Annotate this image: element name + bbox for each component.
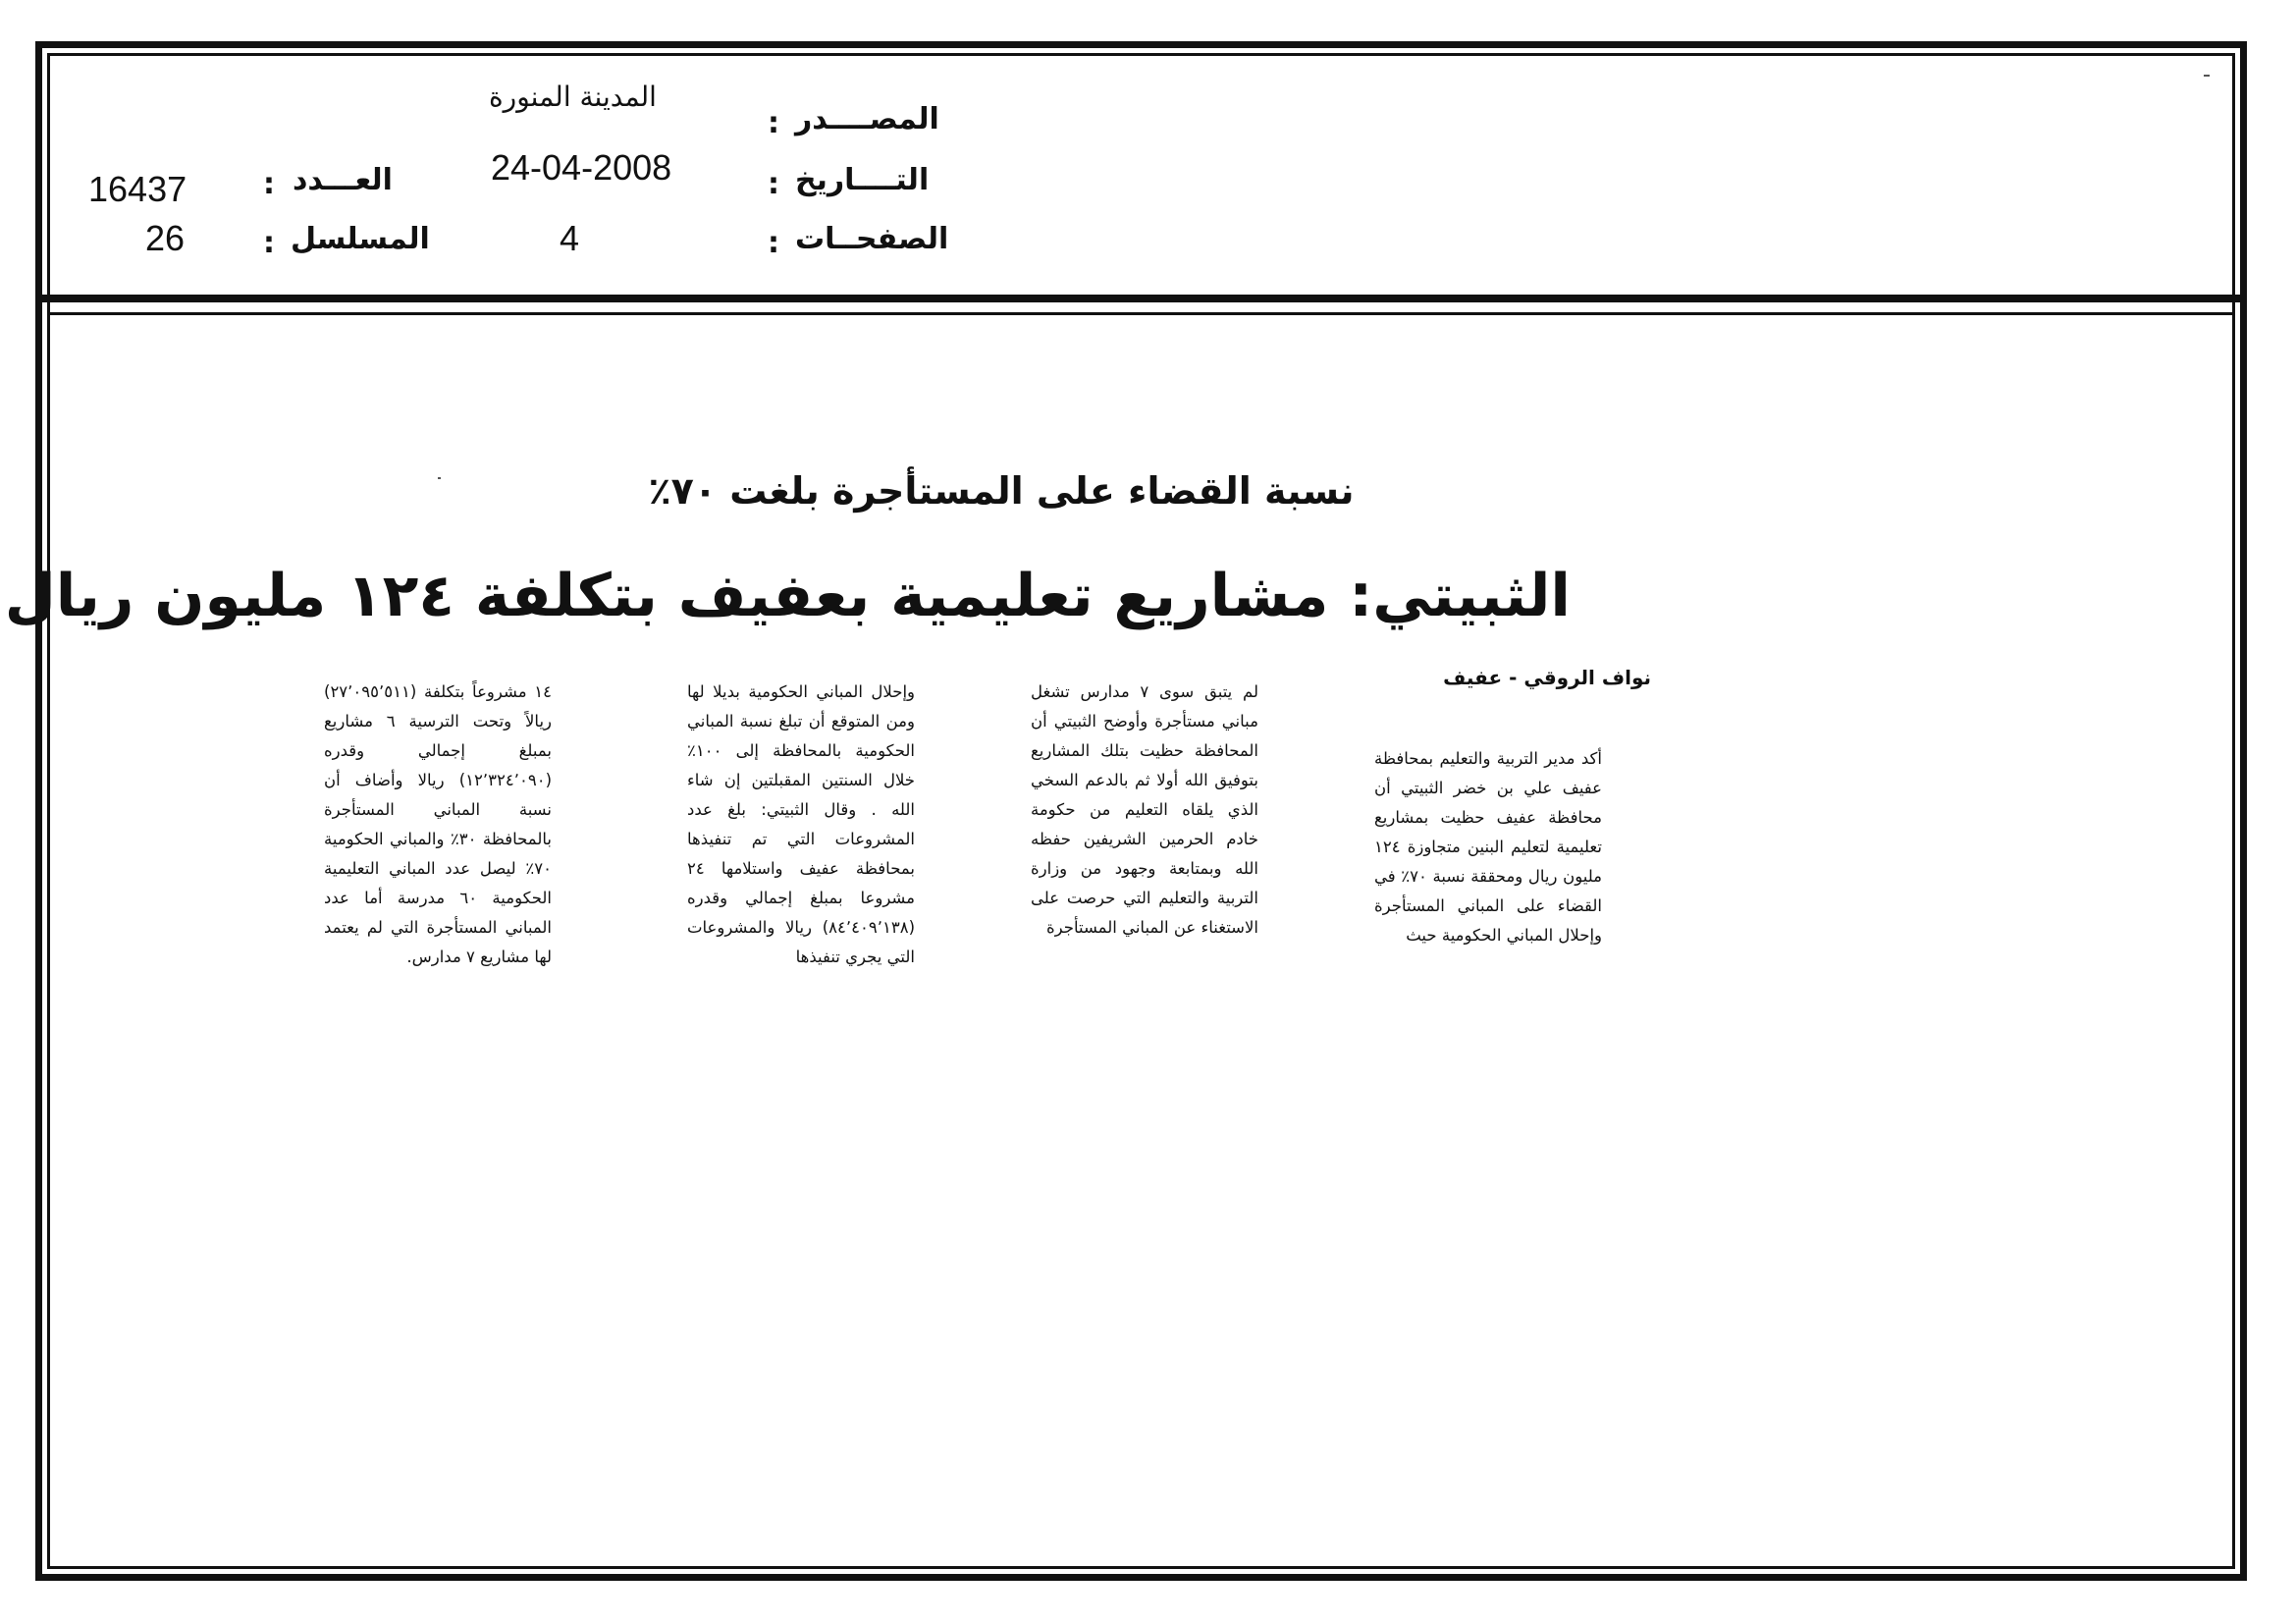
issue-value: 16437 xyxy=(88,169,187,209)
date-colon: : xyxy=(768,167,779,201)
serial-label: المسلسل xyxy=(291,222,430,256)
article-byline: نواف الروقي - عفيف xyxy=(1443,666,1651,689)
article-column-1: أكد مدير التربية والتعليم بمحافظة عفيف علي بن خضر الثبيتي أن محافظة عفيف حظيت بمشاريع تعليمية لتعليم البنين متجاوزة ١٢٤ مليون ريال ومحققة نسبة ٧٠٪ في القضاء على المباني المستأجرة وإحلال المباني الحكومية حيث xyxy=(1374,749,1602,945)
serial-colon: : xyxy=(263,226,275,260)
serial-value: 26 xyxy=(145,218,186,258)
issue-colon: : xyxy=(263,167,275,201)
pages-label: الصفحــات xyxy=(795,222,949,256)
scan-speck xyxy=(438,477,441,479)
article-column-3: وإحلال المباني الحكومية بديلا لها ومن المتوقع أن تبلغ نسبة المباني الحكومية بالمحافظة إلى ١٠٠٪ خلال السنتين المقبلتين إن شاء الله . وقال الثبيتي: بلغ عدد المشروعات التي تم تنفيذها بمحافظة عفيف واستلامها ٢٤ مشروعا بمبلغ إجمالي وقدره (٨٤٬٤٠٩٬١٣٨) ريالا والمشروعات التي يجري تنفيذها xyxy=(687,682,915,966)
issue-label: العـــدد xyxy=(293,163,393,197)
article-headline: الثبيتي: مشاريع تعليمية بعفيف بتكلفة ١٢٤ مليون ريال xyxy=(4,562,1571,630)
date-value: 24-04-2008 xyxy=(491,147,672,188)
pages-value: 4 xyxy=(560,218,580,258)
pages-colon: : xyxy=(768,226,779,260)
article-subheadline: نسبة القضاء على المستأجرة بلغت ٧٠٪ xyxy=(648,469,1355,513)
article-column-4: ١٤ مشروعاً بتكلفة (٢٧٬٠٩٥٬٥١١) ريالاً وتحت الترسية ٦ مشاريع بمبلغ إجمالي وقدره (١٢٬٣٢٤٬٠٩٠) ريالا وأضاف أن نسبة المباني المستأجرة بالمحافظة ٣٠٪ والمباني الحكومية ٧٠٪ ليصل عدد المباني التعليمية الحكومية ٦٠ مدرسة أما عدد المباني المستأجرة التي لم يعتمد لها مشاريع ٧ مدارس. xyxy=(324,682,553,966)
source-label: المصــــدر xyxy=(795,102,939,136)
source-colon: : xyxy=(768,106,779,140)
header-divider-thin xyxy=(49,312,2233,315)
date-label: التــــاريخ xyxy=(795,163,930,197)
header-divider xyxy=(39,295,2243,302)
source-value: المدينة المنورة xyxy=(489,81,657,113)
article-column-2: لم يتبق سوى ٧ مدارس تشغل مباني مستأجرة وأوضح الثبيتي أن المحافظة حظيت بتلك المشاريع بتوفيق الله أولا ثم بالدعم السخي الذي يلقاه التعليم من حكومة خادم الحرمين الشريفين حفظه الله وبمتابعة وجهود من وزارة التربية والتعليم التي حرصت على الاستغناء عن المباني المستأجرة xyxy=(1031,682,1258,937)
scan-speck xyxy=(2204,75,2210,77)
